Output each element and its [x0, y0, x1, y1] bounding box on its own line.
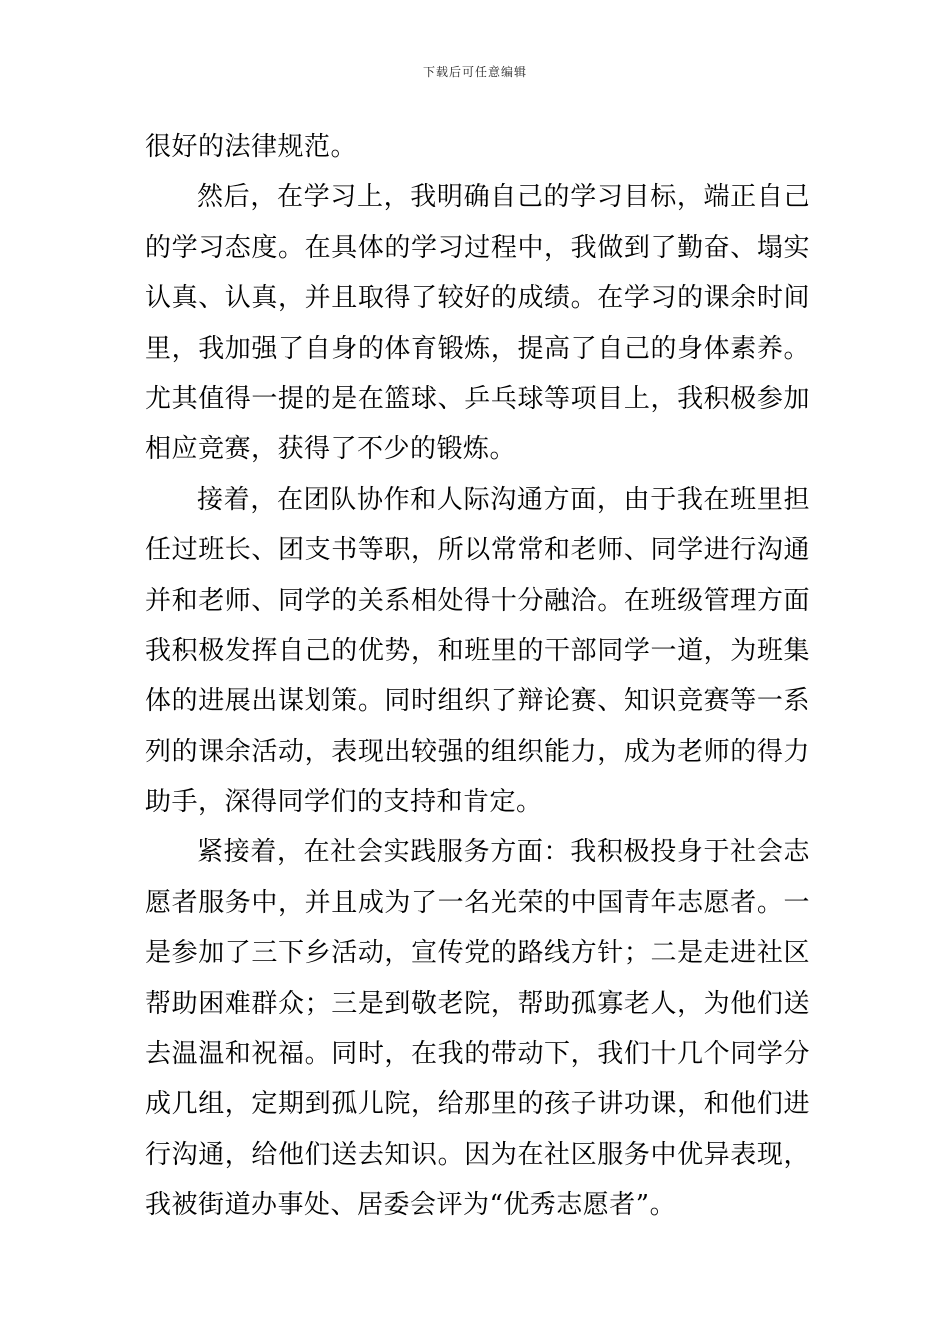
text-line: 的学习态度。在具体的学习过程中，我做到了勤奋、塌实 — [145, 232, 810, 263]
text-line: 然后，在学习上，我明确自己的学习目标，端正自己 — [197, 182, 810, 213]
text-line: 并和老师、同学的关系相处得十分融洽。在班级管理方面 — [145, 585, 810, 616]
text-line: 认真、认真，并且取得了较好的成绩。在学习的课余时间 — [145, 283, 810, 314]
text-line: 尤其值得一提的是在篮球、乒乓球等项目上，我积极参加 — [145, 383, 810, 414]
page-header: 下载后可任意编辑 — [422, 65, 527, 79]
text-line: 接着，在团队协作和人际沟通方面，由于我在班里担 — [197, 484, 810, 515]
text-line: 去温温和祝福。同时，在我的带动下，我们十几个同学分 — [145, 1039, 810, 1070]
text-line: 我积极发挥自己的优势，和班里的干部同学一道，为班集 — [145, 635, 810, 666]
text-line: 行沟通，给他们送去知识。因为在社区服务中优异表现， — [145, 1139, 810, 1170]
text-line: 愿者服务中，并且成为了一名光荣的中国青年志愿者。一 — [145, 887, 810, 918]
text-line: 体的进展出谋划策。同时组织了辩论赛、知识竞赛等一系 — [145, 686, 810, 717]
text-line: 帮助困难群众；三是到敬老院，帮助孤寡老人，为他们送 — [145, 988, 810, 1019]
text-line: 很好的法律规范。 — [145, 132, 358, 162]
text-line: 成几组，定期到孤儿院，给那里的孩子讲功课，和他们进 — [145, 1089, 810, 1120]
text-line: 相应竞赛，获得了不少的锻炼。 — [145, 434, 517, 465]
text-line: 是参加了三下乡活动，宣传党的路线方针；二是走进社区 — [145, 938, 810, 969]
text-line: 紧接着，在社会实践服务方面：我积极投身于社会志 — [197, 837, 810, 868]
body-text — [145, 122, 810, 1231]
text-line: 助手，深得同学们的支持和肯定。 — [145, 787, 543, 818]
text-line: 列的课余活动，表现出较强的组织能力，成为老师的得力 — [145, 736, 810, 767]
text-line: 里，我加强了自身的体育锻炼，提高了自己的身体素养。 — [145, 333, 810, 364]
text-line: 我被街道办事处、居委会评为“优秀志愿者”。 — [145, 1190, 677, 1221]
text-line: 任过班长、团支书等职，所以常常和老师、同学进行沟通 — [145, 535, 810, 566]
